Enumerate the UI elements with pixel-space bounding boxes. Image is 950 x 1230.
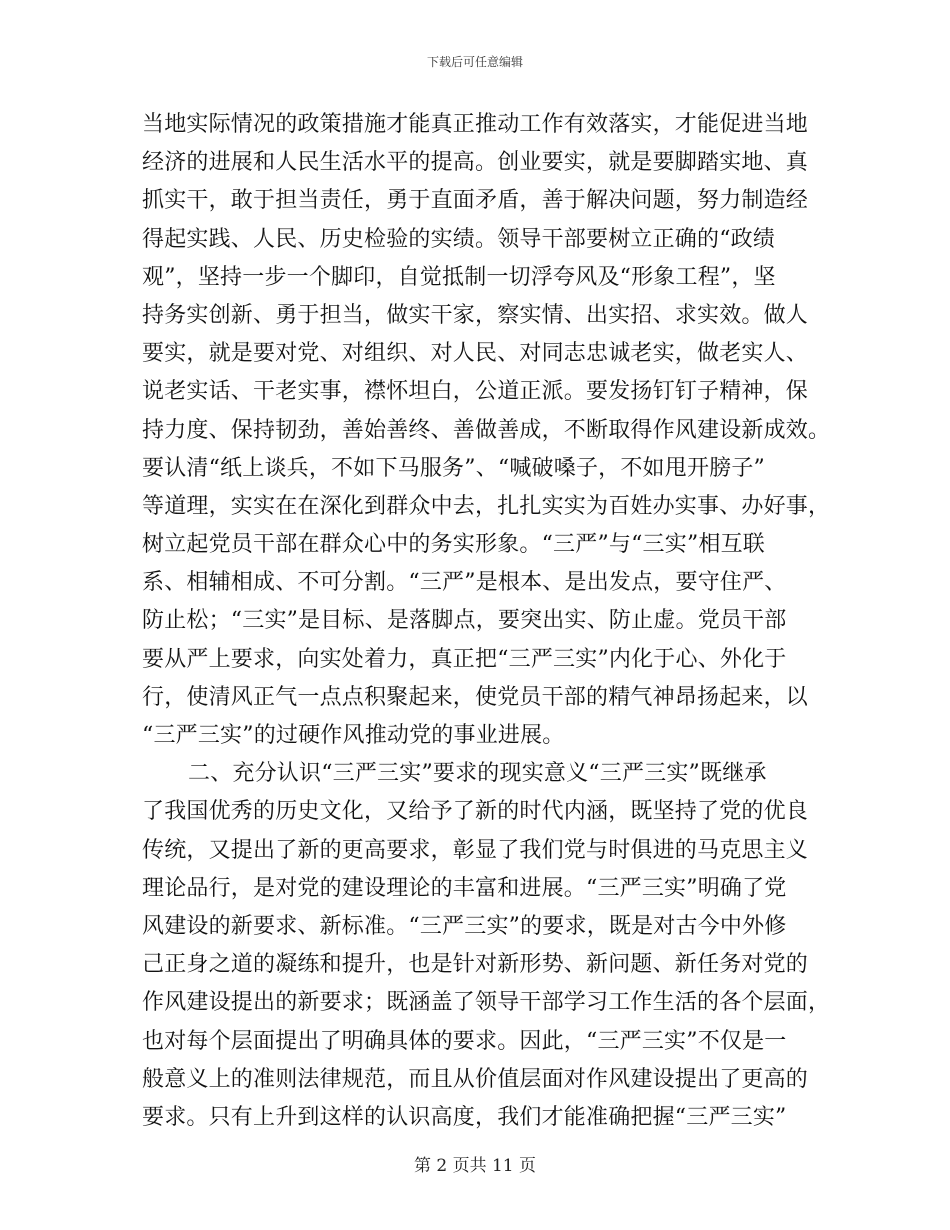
body-line: 持力度、保持韧劲，善始善终、善做善成，不断取得作风建设新成效。 [142,417,831,443]
body-line: 防止松；“三实”是目标、是落脚点，要突出实、防止虚。党员干部 [142,608,787,634]
body-line: 也对每个层面提出了明确具体的要求。因此，“三严三实”不仅是一 [142,1028,787,1054]
body-line: 说老实话、干老实事，襟怀坦白，公道正派。要发扬钉钉子精神，保 [142,379,809,405]
body-line: 系、相辅相成、不可分割。“三严”是根本、是出发点，要守住严、 [142,570,787,596]
body-line: 要从严上要求，向实处着力，真正把“三严三实”内化于心、外化于 [142,646,787,672]
body-line: 作风建设提出的新要求；既涵盖了领导干部学习工作生活的各个层面， [142,990,831,1016]
body-line: 行，使清风正气一点点积聚起来，使党员干部的精气神昂扬起来，以 [142,684,809,710]
section-heading-line: 二、充分认识“三严三实”要求的现实意义“三严三实”既继承 [188,761,767,787]
body-line: 己正身之道的凝练和提升，也是针对新形势、新问题、新任务对党的 [142,952,809,978]
body-line: 传统，又提出了新的更高要求，彰显了我们党与时俱进的马克思主义 [142,837,809,863]
body-line: 等道理，实实在在深化到群众中去，扎扎实实为百姓办实事、办好事， [142,493,831,519]
body-line: “三严三实”的过硬作风推动党的事业进展。 [142,723,565,748]
body-line: 了我国优秀的历史文化，又给予了新的时代内涵，既坚持了党的优良 [142,799,809,825]
body-line: 当地实际情况的政策措施才能真正推动工作有效落实，才能促进当地 [142,112,809,137]
body-line: 经济的进展和人民生活水平的提高。创业要实，就是要脚踏实地、真 [142,150,809,176]
page-header: 下载后可任意编辑 [426,55,523,69]
page-footer: 第 2 页共 11 页 [413,1156,537,1176]
body-line: 要实，就是要对党、对组织、对人民、对同志忠诚老实，做老实人、 [142,341,809,367]
body-line: 树立起党员干部在群众心中的务实形象。“三严”与“三实”相互联 [142,532,765,558]
body-line: 持务实创新、勇于担当，做实干家，察实情、出实招、求实效。做人 [142,302,809,328]
body-line: 要求。只有上升到这样的认识高度，我们才能准确把握“三严三实” [142,1104,787,1130]
body-line: 抓实干，敢于担当责任，勇于直面矛盾，善于解决问题，努力制造经 [142,188,809,214]
body-line: 理论品行，是对党的建设理论的丰富和进展。“三严三实”明确了党 [142,875,787,901]
body-line: 要认清“纸上谈兵，不如下马服务”、“喊破嗓子，不如甩开膀子” [142,455,765,481]
document-body [142,106,831,1137]
body-line: 风建设的新要求、新标准。“三严三实”的要求，既是对古今中外修 [142,913,787,939]
body-line: 观”，坚持一步一个脚印，自觉抵制一切浮夸风及“形象工程”，坚 [142,264,776,290]
body-line: 得起实践、人民、历史检验的实绩。领导干部要树立正确的“政绩 [142,226,776,252]
body-line: 般意义上的准则法律规范，而且从价值层面对作风建设提出了更高的 [142,1066,809,1092]
